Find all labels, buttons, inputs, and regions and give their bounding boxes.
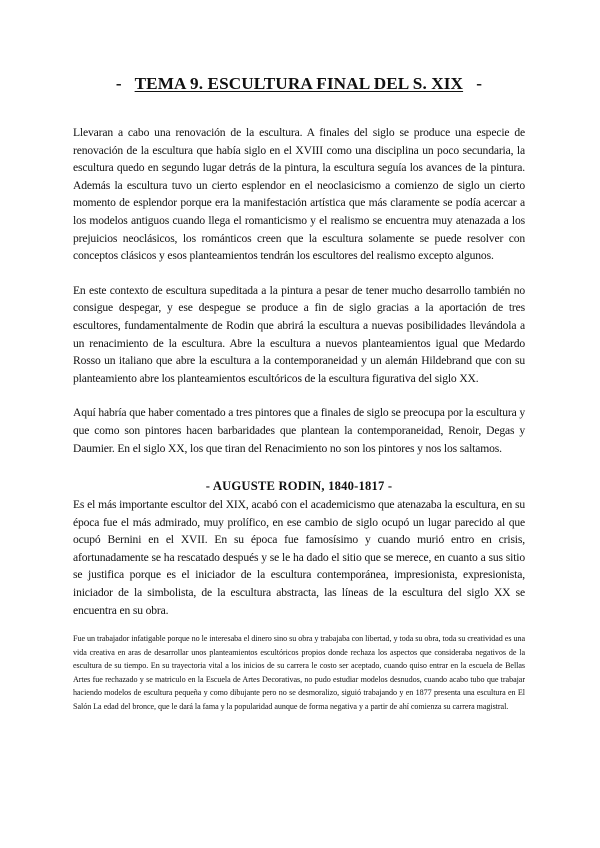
rodin-heading: - AUGUSTE RODIN, 1840-1817 - <box>205 479 393 494</box>
rodin-biography-paragraph: Fue un trabajador infatigable porque no le interesaba el dinero sino su obra y trabajaba con libertad, y toda su obra, toda su creatividad es una vida creativa en aras de desarrollar unos planteamientos escultóricos propios donde rechaza los aspectos que consideraba negativos de la escultura de su tiempo. En su trayectoria vital a los inicios de su carrera le costo ser aceptado, cuando quiso entrar en la escuela de Bellas Artes fue rechazado y se matriculo en la Escuela de Artes Decorativas, no pudo estudiar modelos desnudos, cuando acabo tubo que trabajar haciendo modelos de escultura pequeña y como dibujante pero no se desmoralizo, siguió trabajando y en 1877 presenta una escultura en El Salón La edad del bronce, que le dará la fama y la popularidad aunque de forma negativa y a partir de ahí comienza su carrera magistral. <box>73 634 525 711</box>
title-text: TEMA 9. ESCULTURA FINAL DEL S. XIX <box>134 74 464 93</box>
context-paragraph: En este contexto de escultura supeditada a la pintura a pesar de tener mucho desarrollo también no consigue despegar, y ese despegue se produce a fin de siglo gracias a la aportación de tres escultores, fundamentalmente de Rodin que abrirá la escultura a nuevas posibilidades llevándola a un renacimiento de la escultura. Abre la escultura a nuevos planteamientos igual que Medardo Rosso un italiano que abre la escultura a la contemporaneidad y un alemán Hildebrand que con su planteamiento abre los planteamientos escultóricos de la escultura figurativa del siglo XX. <box>73 283 525 385</box>
title-dash-right: - <box>476 74 483 93</box>
document-title <box>73 74 525 94</box>
painters-paragraph: Aquí habría que haber comentado a tres pintores que a finales de siglo se preocupa por la escultura y que como son pintores hacen barbaridades que plantean la contemporaneidad, Renoir, Degas y Daumier. En el siglo XX, los que tiran del Renacimiento no son los pintores y nos los saltamos. <box>73 406 525 455</box>
document-page <box>73 0 525 713</box>
rodin-paragraph: Es el más importante escultor del XIX, acabó con el academicismo que atenazaba la escultura, en su época fue el más admirado, muy prolífico, en ese cambio de siglo ocupó un lugar parecido al que ocupó Bernini en el XVII. En su época fue famosísimo y cuando murió entro en crisis, afortunadamente se ha rescatado después y se le ha dado el sitio que se merece, en cuanto a sus sitio se justifica porque es el iniciador de la escultura contemporánea, impresionista, expresionista, iniciador de la simbolista, de la escultura abstracta, las líneas de la escultura del siglo XX se encuentra en su obra. <box>73 498 525 617</box>
title-dash-left: - <box>115 74 122 93</box>
intro-paragraph: Llevaran a cabo una renovación de la escultura. A finales del siglo se produce una especie de renovación de la escultura que había siglo en el XVIII como una disciplina un poco secundaria, la escultura quedo en segundo lugar detrás de la pintura, la escultura seguía los avances de la pintura. Además la escultura tuvo un cierto esplendor en el neoclasicismo a comienzo de siglo un cierto momento de esplendor porque era la manifestación artística que más claramente se podía acercar a los modelos antiguos cuando llega el romanticismo y el realismo se encuentra muy atenazada a los prejuicios neoclásicos, los románticos creen que la escultura solamente se puede resolver con conceptos clásicos y esos planteamientos tendrán los escultores del realismo excepto algunos. <box>73 126 525 263</box>
